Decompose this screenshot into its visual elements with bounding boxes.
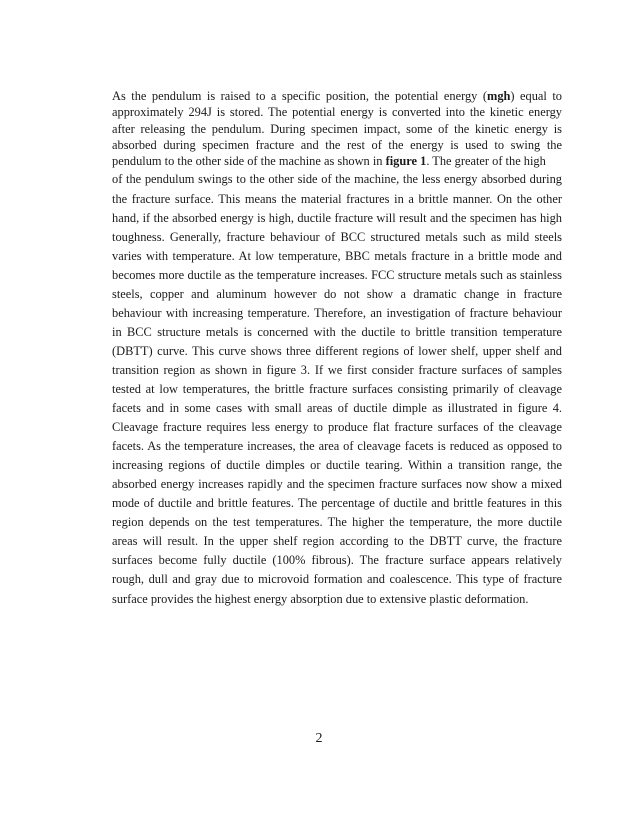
bold-term-mgh: mgh [487, 89, 511, 103]
paragraph-fracture-behaviour: of the pendulum swings to the other side of the machine, the less energy absorbed during the fracture surface. This means the material fractures in a brittle manner. On the other hand, if the absorbed energy is high, ductile fracture will result and the specimen has high toughness. Generally, fracture behaviour of BCC structured metals such as mild steels varies with temperature. At low temperature, BBC metals fracture in a brittle mode and becomes more ductile as the temperature increases. FCC structure metals such as stainless steels, copper and aluminum however do not show a dramatic change in fracture behaviour with increasing temperature. Therefore, an investigation of fracture behaviour in BCC structure metals is concerned with the ductile to brittle transition temperature (DBTT) curve. This curve shows three different regions of lower shelf, upper shelf and transition region as shown in figure 3. If we first consider fracture surfaces of samples tested at low temperatures, the brittle fracture surfaces consisting primarily of cleavage facets and in some cases with small areas of ductile dimple as illustrated in figure 4. Cleavage fracture requires less energy to produce flat fracture surfaces of the cleavage facets. As the temperature increases, the area of cleavage facets is reduced as opposed to increasing regions of ductile dimples or ductile tearing. Within a transition range, the absorbed energy increases rapidly and the specimen fracture surfaces now show a mixed mode of ductile and brittle features. The percentage of ductile and brittle features in this region depends on the test temperatures. The higher the temperature, the more ductile areas will result. In the upper shelf region according to the DBTT curve, the fracture surfaces become fully ductile (100% fibrous). The fracture surface appears relatively rough, dull and gray due to microvoid formation and coalescence. This type of fracture surface provides the highest energy absorption due to extensive plastic deformation. [112, 172, 562, 606]
text-run: As the pendulum is raised to a specific position, the potential energy ( [112, 89, 487, 103]
text-run: ) equal to approximately 294J is stored. The potential energy is converted into the kinetic energy after releasing the pendulum. During specimen impact, some of the kinetic energy is absorbed during specimen fracture and the rest of the energy is used to swing the pendulum to the other side of the machine as shown in [112, 89, 562, 169]
bold-figure-reference: figure 1 [385, 154, 427, 169]
page-number: 2 [315, 731, 323, 746]
text-run: . The greater of the high [426, 154, 546, 169]
paragraph-pendulum-energy [112, 88, 562, 169]
body-text [112, 88, 562, 609]
